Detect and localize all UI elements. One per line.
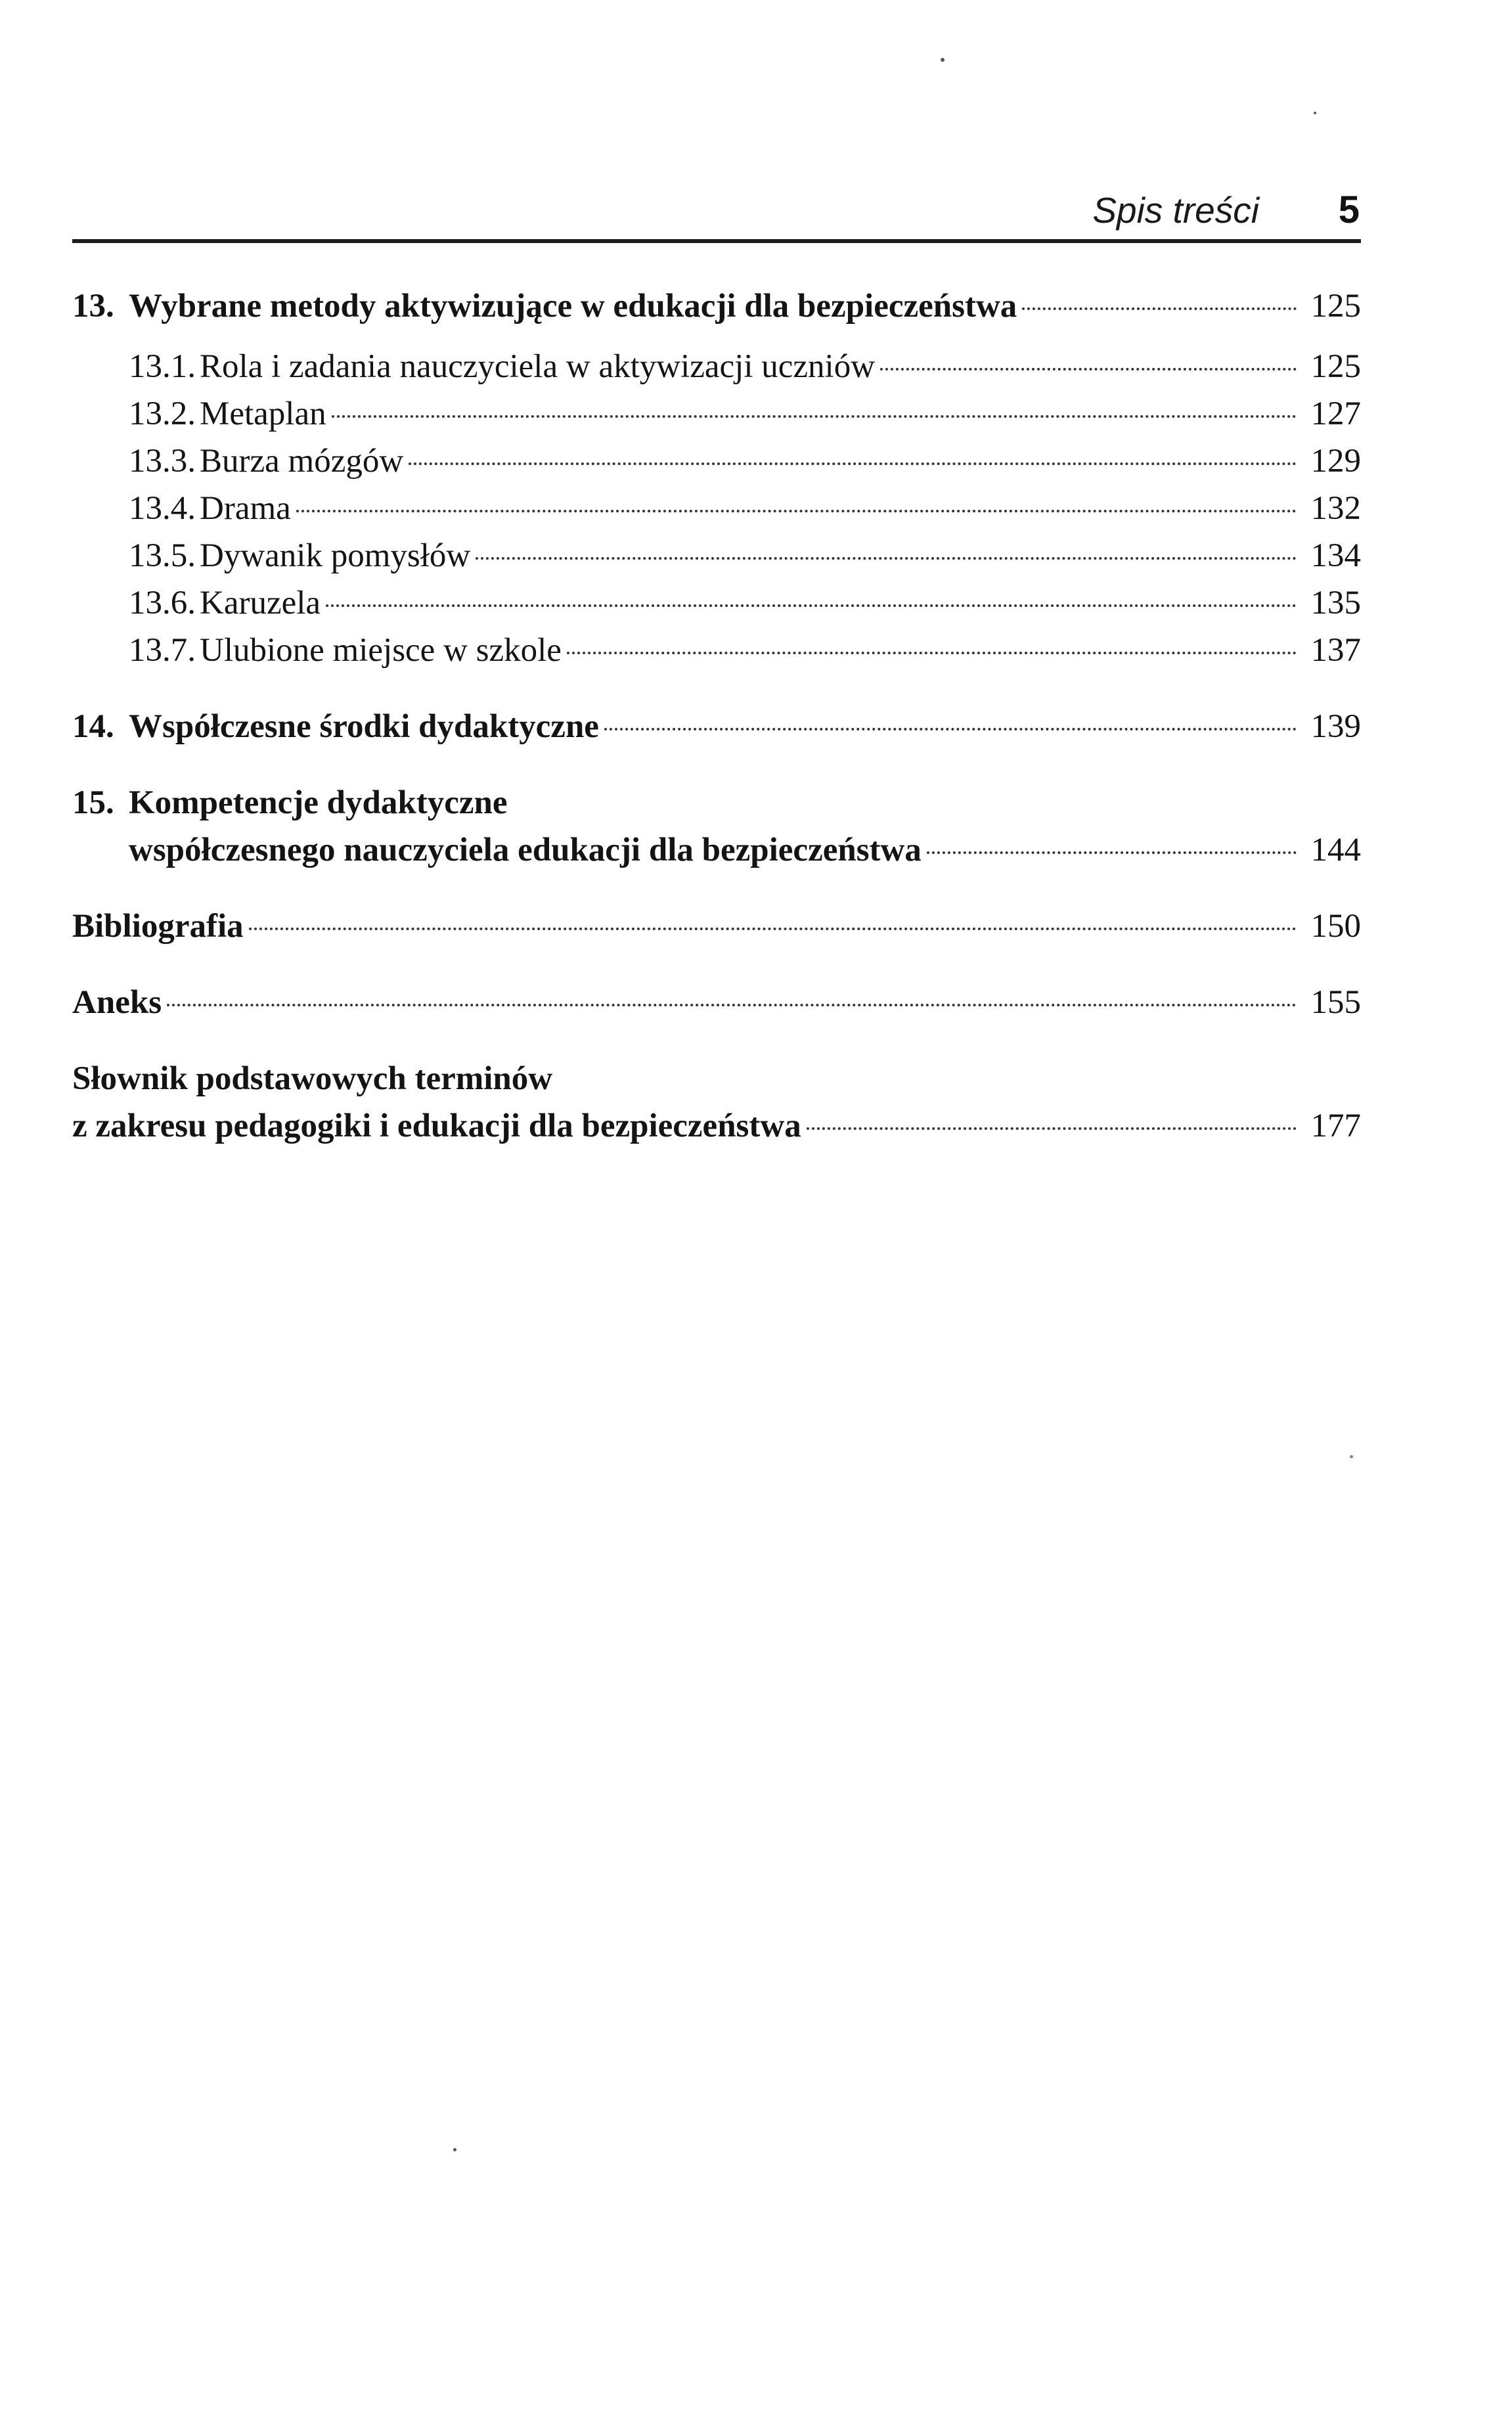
chapter-title: Wybrane metody aktywizujące w edukacji dla bezpieczeństwa [129,288,1017,325]
scan-speck [1314,112,1316,114]
scan-speck [453,2148,456,2151]
page-ref: 137 [1310,632,1361,669]
page-ref: 155 [1310,984,1361,1021]
dot-leader [807,1127,1297,1130]
page-ref: 177 [1310,1108,1361,1144]
running-title: Spis treści [1092,190,1259,231]
toc-entry-13-6 [72,579,1361,627]
dot-leader [880,368,1297,370]
toc-entry-ch15-line2 [72,826,1361,874]
toc-entry-13-4 [72,485,1361,532]
page-header [72,183,1361,236]
toc-entry-13-5 [72,532,1361,579]
toc-entry-glossary-line1 [72,1055,1361,1102]
page-ref: 134 [1310,537,1361,574]
dot-leader [476,557,1297,560]
section-title: Rola i zadania nauczyciela w aktywizacji uczniów [200,348,876,385]
chapter-number: 14. [72,708,114,745]
toc-entry-13-3 [72,438,1361,485]
section-number: 13.1. [129,348,196,385]
section-title: Dywanik pomysłów [200,537,471,574]
dot-leader [1022,307,1297,310]
entry-title: Słownik podstawowych terminów [72,1060,553,1097]
chapter-title: Współczesne środki dydaktyczne [129,708,599,745]
dot-leader [927,851,1297,854]
page-ref: 135 [1310,585,1361,621]
dot-leader [409,462,1297,465]
toc-entry-ch14 [72,703,1361,750]
scan-speck [1350,1455,1353,1458]
chapter-title-continued: współczesnego nauczyciela edukacji dla bezpieczeństwa [129,832,922,868]
section-number: 13.2. [129,395,196,432]
dot-leader [167,1004,1297,1006]
chapter-title: Kompetencje dydaktyczne [129,784,508,821]
page-number: 5 [1338,189,1360,231]
page-ref: 144 [1310,832,1361,868]
section-title: Karuzela [200,585,321,621]
section-number: 13.3. [129,443,196,480]
section-number: 13.4. [129,490,196,527]
page-ref: 129 [1310,443,1361,480]
dot-leader [567,652,1297,654]
dot-leader [326,604,1297,607]
scan-speck [941,58,945,62]
page-ref: 150 [1310,908,1361,945]
toc-entry-glossary-line2 [72,1102,1361,1150]
toc-entry-ch15-line1 [72,779,1361,826]
section-title: Drama [200,490,291,527]
toc-entry-annex [72,979,1361,1026]
section-title: Metaplan [200,395,326,432]
chapter-number: 15. [72,784,114,821]
table-of-contents [72,282,1361,1150]
header-rule [72,239,1361,243]
entry-title: Aneks [72,984,162,1021]
dot-leader [604,728,1297,730]
dot-leader [296,510,1297,512]
page-ref: 139 [1310,708,1361,745]
section-title: Ulubione miejsce w szkole [200,632,562,669]
page-ref: 132 [1310,490,1361,527]
entry-title-continued: z zakresu pedagogiki i edukacji dla bezpieczeństwa [72,1108,801,1144]
section-title: Burza mózgów [200,443,404,480]
page-ref: 125 [1310,288,1361,325]
section-number: 13.7. [129,632,196,669]
toc-entry-ch13 [72,282,1361,330]
toc-entry-bibliography [72,903,1361,950]
page-ref: 125 [1310,348,1361,385]
page-ref: 127 [1310,395,1361,432]
section-number: 13.5. [129,537,196,574]
entry-title: Bibliografia [72,908,244,945]
toc-entry-13-2 [72,390,1361,438]
toc-entry-13-7 [72,627,1361,674]
dot-leader [249,928,1297,930]
toc-entry-13-1 [72,343,1361,390]
section-number: 13.6. [129,585,196,621]
chapter-number: 13. [72,288,114,325]
dot-leader [332,415,1297,418]
